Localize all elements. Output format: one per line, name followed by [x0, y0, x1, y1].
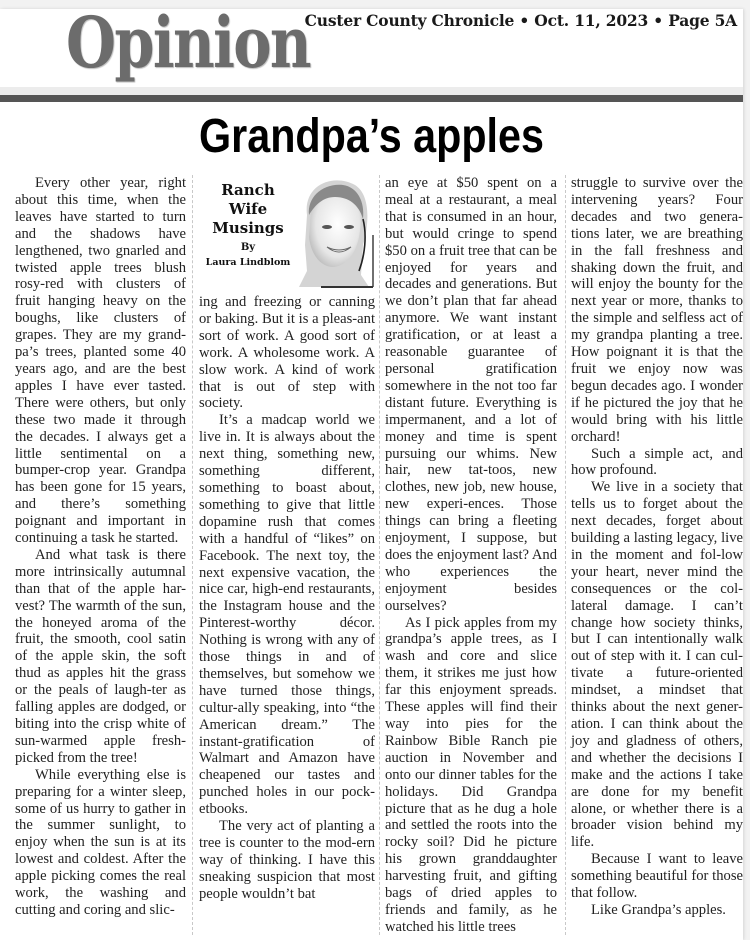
column-name-line: Musings [212, 219, 284, 237]
paragraph: ing and freezing or canning or baking. But it is a pleas-ant sort of work. A good sort of work. A wholesome work. A slow work. A kind of work that is out of step with society. [199, 294, 375, 412]
paragraph: Every other year, right about this time, when the leaves have started to turn and the shadows have lengthened, two gnarled and twisted apple trees blush rosy-red with clusters of fruit hanging heavy on the boughs, like clusters of grapes. They are my grand-pa’s trees, planted some 40 years ago, and are the best apples I have ever tasted. There were others, but only these two made it through the decades. I always get a little sentimental on a bumper-crop year. Grandpa has been gone for 15 years, and there’s something poignant and important in continuing a task he started. [15, 175, 186, 547]
column-divider [192, 175, 193, 935]
column-divider [565, 175, 566, 935]
paragraph: And what task is there more intrinsically autumnal than that of the apple har-vest? The warmth of the sun, the honeyed aroma of the fruit, the smooth, cool satin of the apple skin, the soft thud as apples hit the grass or the peals of laugh-ter as falling apples are dodged, or biting into the crisp white of sun-warmed apple fresh-picked from the tree! [15, 546, 186, 766]
paragraph: Like Grandpa’s apples. [591, 901, 726, 918]
article-column-2 [199, 294, 375, 903]
article-column-4 [571, 175, 743, 919]
author-portrait [293, 175, 375, 289]
paragraph: Because I want to leave something beautiful for those that follow. [571, 851, 743, 902]
paragraph: We live in a society that tells us to forget about the next decades, forget about building a lasting legacy, live in the moment and fol-low your heart, never mind the consequences or the col-lateral damage. I can’t change how society thinks, but I can intentionally walk out of step with it. I can cul-tivate a future-oriented mindset, a mindset that thinks about the next gener-ation. I can think about the joy and gladness of others, and whether the decisions I make and the actions I take are done for my benefit alone, or whether there is a broader vision behind my life. [571, 479, 743, 851]
column-divider [379, 175, 380, 935]
article-headline: Grandpa’s apples [199, 110, 544, 163]
masthead-info: Custer County Chronicle • Oct. 11, 2023 • Page 5A [304, 11, 737, 30]
section-title: Opinion [66, 1, 311, 84]
article-column-1 [15, 175, 186, 919]
article-column-3 [385, 175, 557, 936]
byline-prefix: By [240, 242, 256, 253]
paragraph: an eye at $50 spent on a meal at a restaurant, a meal that is consumed in an hour, but would cringe to spend $50 on a fruit tree that can be enjoyed for years and decades and generations. But we don’t plan that far ahead anymore. We want instant gratification, or at least a reasonable guarantee of personal gratification somewhere in the not too far distant future. Everything is impermanent, and a lot of money and time is spent pursuing our whims. New hair, new tat-toos, new clothes, new job, new house, new experi-ences. Those things can bring a fleeting enjoyment, I suppose, but does the enjoyment last? And who experiences the enjoyment besides ourselves? [385, 175, 557, 614]
paragraph: Such a simple act, and how profound. [571, 445, 743, 479]
header-rule-dark [0, 95, 743, 102]
paragraph: The very act of planting a tree is counter to the mod-ern way of thinking. I have this sneaking suspicion that most people wouldn’t bat [199, 818, 375, 902]
column-name-line: Ranch [221, 181, 275, 199]
paragraph: struggle to survive over the intervening years? Four decades and two genera-tions later, we are breathing in the fall freshness and shaking down the fruit, and will enjoy the bounty for the next year or more, thanks to the simple and selfless act of my grandpa planting a tree. How poignant it is that the fruit we enjoy now was begun decades ago. I wonder if he pictured the joy that he would bring with his little orchard! [571, 175, 743, 445]
column-logo-text [203, 181, 293, 270]
column-name-line: Wife [228, 200, 268, 218]
paragraph: As I pick apples from my grandpa’s apple trees, as I wash and core and slice them, it strikes me just how far this enjoyment spreads. These apples will find their way into pies for the Rainbow Bible Ranch pie auction in November and onto our dinner tables for the holidays. Did Grandpa picture that as he dug a hole and settled the roots into the rocky soil? Did he picture his grown granddaughter harvesting fruit, and gifting bags of dried apples to friends and family, as he watched his little trees [385, 614, 557, 935]
newspaper-page [0, 1, 743, 940]
author-name: Laura Lindblom [205, 257, 291, 268]
header-rule-light [0, 87, 743, 95]
column-logo [203, 175, 375, 289]
paragraph: While everything else is preparing for a winter sleep, some of us hurry to gather in the summer sunlight, to enjoy when the sun is at its lowest and coldest. After the apple picking comes the real work, the washing and cutting and coring and slic- [15, 766, 186, 918]
paragraph: It’s a madcap world we live in. It is always about the next thing, something new, something different, something to boast about, something to give that little dopamine rush that comes with a handful of “likes” on Facebook. The next toy, the next expensive vacation, the nice car, high-end restaurants, the Instagram house and the Pinterest-worthy décor. Nothing is wrong with any of those things in and of themselves, but somehow we have turned those things, cultur-ally speaking, into “the American dream.” The instant-gratification of Walmart and Amazon have cheapened our tastes and punched holes in our pock-etbooks. [199, 412, 375, 818]
